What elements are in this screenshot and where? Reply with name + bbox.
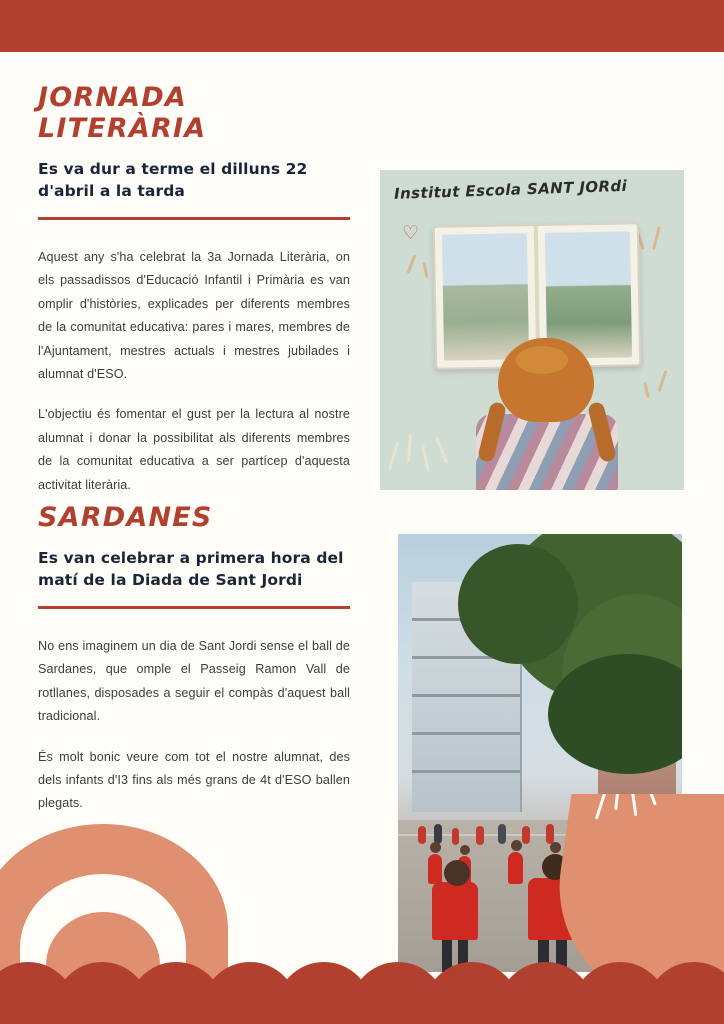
photo-dancer-head — [660, 858, 680, 878]
photo-crowd-figure — [522, 826, 530, 844]
illustration-handwritten-title: Institut Escola SANT JORdi — [393, 176, 628, 203]
photo-dancer-legs — [626, 926, 636, 972]
page-content — [0, 52, 724, 1024]
paragraph: Aquest any s'ha celebrat la 3a Jornada Literària, on els passadissos d'Educació Infantil i Primària es van omplir d'històries, explicades per diferents membres de la comunitat educativa: pares i mares, membres de l'Ajuntament, mestres actuals i mestres jubilades i alumnat d'ESO. — [38, 249, 350, 382]
photo-crowd-figure — [476, 826, 484, 845]
paragraph-gap — [38, 386, 350, 403]
photo-dancer-foreground — [656, 878, 682, 938]
paragraph: És molt bonic veure com tot el nostre alumnat, des dels infants d'I3 fins als més grans de 4t d'ESO ballen plegats. — [38, 749, 350, 811]
divider-rule-sardanes — [38, 606, 350, 609]
photo-dancer-head — [430, 842, 441, 853]
photo-crowd-figure — [498, 824, 506, 844]
photo-dancer-head — [511, 840, 522, 851]
photo-tree — [458, 544, 578, 664]
photo-dancer-head — [636, 842, 647, 853]
photo-dancer-head — [614, 852, 638, 876]
photo-dancer-head — [460, 845, 470, 855]
section-title-jornada: JORNADA LITERÀRIA — [38, 82, 207, 144]
photo-dancer — [428, 854, 442, 884]
child-reading-book-illustration — [380, 170, 684, 490]
book-page-left — [442, 233, 529, 360]
paragraph: No ens imaginem un dia de Sant Jordi sense el ball de Sardanes, que omple el Passeig Ramon Vall de rotllanes, disposades a seguir el compàs d'aquest ball tradicional. — [38, 638, 350, 724]
photo-crowd-figure — [546, 824, 554, 844]
divider-rule-jornada — [38, 217, 350, 220]
photo-dancer-foreground — [602, 874, 646, 930]
section-subtitle-sardanes — [38, 547, 350, 592]
subtitle-line-1: Es va dur a terme el dilluns 22 — [38, 160, 308, 178]
spark-decor — [658, 370, 668, 392]
heart-icon: ♡ — [402, 223, 420, 244]
subtitle-line-2: matí de la Diada de Sant Jordi — [38, 571, 303, 590]
illustration-line-decor — [392, 434, 456, 480]
photo-dancer-head — [550, 842, 561, 853]
photo-crowd-figure — [660, 826, 668, 844]
spark-decor — [643, 382, 650, 398]
photo-crowd-figure — [418, 826, 426, 844]
section-title-sardanes: SARDANES — [38, 502, 213, 533]
paragraph-gap — [38, 729, 350, 746]
photo-crowd-figure — [452, 828, 459, 845]
section-body-sardanes — [38, 635, 350, 816]
sardanes-dance-photo — [398, 534, 682, 972]
photo-crowd-figure — [618, 826, 626, 844]
spark-decor — [407, 254, 417, 274]
section-jornada-literaria — [38, 82, 350, 497]
section-body-jornada — [38, 246, 350, 497]
photo-dancer-head — [444, 860, 470, 886]
top-color-band — [0, 0, 724, 52]
subtitle-line-2: d'abril a la tarda — [38, 182, 185, 201]
spark-decor — [652, 226, 661, 250]
photo-crowd-figure — [570, 826, 578, 844]
photo-dancer-foreground — [432, 882, 478, 940]
section-subtitle-jornada — [38, 158, 350, 203]
photo-crowd-figure — [642, 824, 650, 844]
subtitle-line-1: Es van celebrar a primera hora del — [38, 549, 344, 567]
photo-dancer-legs — [610, 926, 620, 972]
photo-dancer — [588, 852, 603, 884]
photo-dancer-head — [591, 840, 602, 851]
photo-dancer-head — [542, 854, 568, 880]
spark-decor — [422, 262, 428, 278]
paragraph: L'objectiu és fomentar el gust per la lectura al nostre alumnat i donar la possibilitat als diferents membres de la comunitat educativa a ser partícep d'aquesta activitat literària. — [38, 407, 350, 492]
section-sardanes — [38, 502, 350, 816]
child-hair-highlight — [516, 346, 568, 374]
photo-dancer-foreground — [528, 878, 578, 940]
photo-dancer — [508, 852, 523, 884]
photo-crowd-figure — [434, 824, 442, 844]
